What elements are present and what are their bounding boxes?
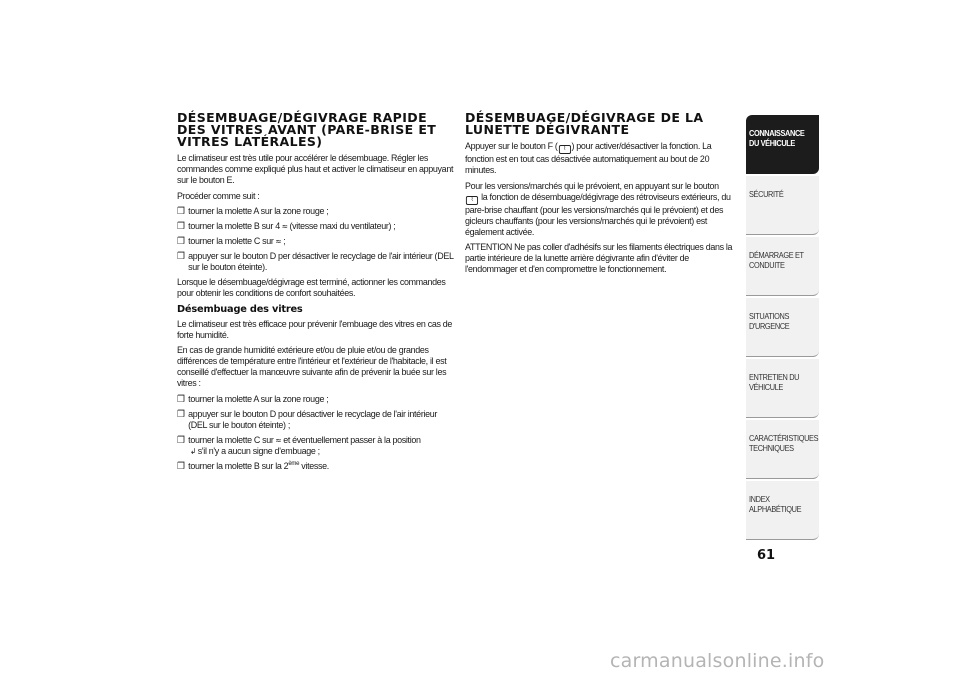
tab-label-line: DÉMARRAGE ET xyxy=(749,251,804,260)
bullet-box-icon: ❒ xyxy=(177,206,185,217)
windshield-defrost-icon: ≈ xyxy=(275,435,282,445)
tab-label-line: SITUATIONS xyxy=(749,312,790,321)
list-item xyxy=(177,251,456,273)
right-column xyxy=(465,112,737,280)
list-item xyxy=(177,236,456,247)
tab-label xyxy=(749,495,812,514)
tab-label xyxy=(749,434,819,453)
bullet-box-icon: ❒ xyxy=(177,236,185,247)
list-item-text: et éventuellement passer à la position xyxy=(283,434,421,446)
paragraph-warning: ATTENTION Ne pas coller d'adhésifs sur les filaments électriques dans la partie intérieure de la lunette arrière dégivrante afin d'éviter de l'endommager et d'en compromettre le fonctionnement. xyxy=(465,242,733,275)
sidebar-tab-emergency[interactable] xyxy=(746,298,819,357)
tab-label-line: CARACTÉRISTIQUES xyxy=(749,434,819,443)
sidebar-tab-starting-driving[interactable] xyxy=(746,237,819,296)
chapter-sidebar xyxy=(746,115,819,542)
tab-label xyxy=(749,373,812,392)
superscript: ème xyxy=(288,459,300,467)
paragraph-text: ) pour activer/désactiver la fonction. La fonction est en tout cas désactivée automatiquement au bout de 20 minutes. xyxy=(465,141,712,176)
sidebar-tab-safety[interactable] xyxy=(746,176,819,235)
bullet-box-icon: ❒ xyxy=(177,434,185,446)
list-item xyxy=(177,221,456,232)
list-item-text: tourner la molette A sur la zone rouge ; xyxy=(188,206,329,217)
tab-label-line: D'URGENCE xyxy=(749,321,790,331)
list-item-text: tourner la molette A sur la zone rouge ; xyxy=(188,393,329,405)
bullet-list xyxy=(177,206,457,273)
tab-label xyxy=(749,251,812,270)
tab-label xyxy=(749,312,812,331)
watermark: carmanualsonline.info xyxy=(610,650,825,672)
tab-label-line: ALPHABÉTIQUE xyxy=(749,504,802,514)
paragraph xyxy=(465,141,737,176)
bullet-list xyxy=(177,394,457,472)
tab-label-line: CONDUITE xyxy=(749,260,785,270)
section-heading-rear-defrost: DÉSEMBUAGE/DÉGIVRAGE DE LA LUNETTE DÉGIVRANTE xyxy=(465,110,704,137)
list-item-text: tourner la molette B sur la 2 xyxy=(188,460,289,472)
tab-label xyxy=(749,129,812,148)
list-item xyxy=(177,435,456,457)
sidebar-tab-maintenance[interactable] xyxy=(746,359,819,418)
rear-window-defrost-icon: ⌇ xyxy=(466,196,478,205)
sidebar-tab-technical-specs[interactable] xyxy=(746,420,819,479)
paragraph-text: Appuyer sur le bouton F ( xyxy=(465,141,558,152)
windshield-defrost-icon: ≈ xyxy=(281,222,288,231)
list-item xyxy=(177,206,456,217)
tab-label-line: DU VÉHICULE xyxy=(749,138,795,148)
list-item xyxy=(177,461,456,472)
sidebar-tab-index[interactable] xyxy=(746,481,819,540)
feet-airflow-icon: ↲ xyxy=(190,446,196,456)
left-column xyxy=(177,112,457,476)
list-item-text: appuyer sur le bouton D pour désactiver le recyclage de l'air intérieur (DEL sur le bouton éteinte) ; xyxy=(188,408,438,431)
page-number: 61 xyxy=(757,548,776,563)
paragraph xyxy=(465,181,737,238)
list-item-text: tourner la molette B sur 4 xyxy=(188,221,280,232)
section-heading-quick-defrost: DÉSEMBUAGE/DÉGIVRAGE RAPIDE DES VITRES AVANT (PARE-BRISE ET VITRES LATÉRALES) xyxy=(177,110,437,149)
tab-label xyxy=(749,190,812,200)
paragraph-text: Pour les versions/marchés qui le prévoient, en appuyant sur le bouton xyxy=(465,180,719,192)
tab-label-line: TECHNIQUES xyxy=(749,443,794,453)
tab-label-line: ENTRETIEN DU xyxy=(749,373,800,382)
bullet-box-icon: ❒ xyxy=(177,221,185,232)
subheading-window-demisting: Désembuage des vitres xyxy=(177,303,303,315)
paragraph-text: la fonction de désembuage/dégivrage des rétroviseurs extérieurs, du pare-brise chauffant (pour les versions/marchés qui le prévoient) et des gicleurs chauffants (pour les versions/marchés qui le prévoient) est également activée. xyxy=(465,191,731,238)
paragraph: Le climatiseur est très utile pour accélérer le désembuage. Régler les commandes comme expliqué plus haut et activer le climatiseur en appuyant sur le bouton E. xyxy=(177,153,454,186)
bullet-box-icon: ❒ xyxy=(177,460,185,472)
bullet-box-icon: ❒ xyxy=(177,393,185,405)
tab-label-line: CONNAISSANCE xyxy=(749,129,805,138)
paragraph: Le climatiseur est très efficace pour prévenir l'embuage des vitres en cas de forte humidité. xyxy=(177,318,453,341)
tab-label-line: INDEX xyxy=(749,495,770,504)
list-item-text: tourner la molette C sur xyxy=(188,236,274,247)
tab-label-line: SÉCURITÉ xyxy=(749,190,784,199)
bullet-box-icon: ❒ xyxy=(177,408,185,420)
paragraph: En cas de grande humidité extérieure et/ou de pluie et/ou de grandes différences de température entre l'intérieur et l'extérieur de l'habitacle, il est conseillé d'effectuer la manœuvre suivante afin de prévenir la buée sur les vitres : xyxy=(177,345,447,389)
list-item xyxy=(177,394,456,405)
rear-window-defrost-icon: ⌇ xyxy=(558,145,570,154)
paragraph: Procéder comme suit : xyxy=(177,190,260,202)
list-item-text: s'il n'y a aucun signe d'embuage ; xyxy=(197,445,320,457)
paragraph: Lorsque le désembuage/dégivrage est terminé, actionner les commandes pour obtenir les conditions de confort souhaitées. xyxy=(177,277,446,299)
list-item-text: ; xyxy=(283,236,286,247)
list-item-text: tourner la molette C sur xyxy=(188,434,274,446)
sidebar-tab-vehicle-knowledge[interactable] xyxy=(746,115,819,174)
list-item-text: (vitesse maxi du ventilateur) ; xyxy=(289,221,396,232)
list-item xyxy=(177,409,456,431)
tab-label-line: VÉHICULE xyxy=(749,382,783,392)
windshield-defrost-icon: ≈ xyxy=(275,237,282,246)
list-item-text: vitesse. xyxy=(299,460,329,472)
bullet-box-icon: ❒ xyxy=(177,251,185,262)
list-item-text: appuyer sur le bouton D per désactiver le recyclage de l'air intérieur (DEL sur le bouton éteinte). xyxy=(188,251,454,273)
